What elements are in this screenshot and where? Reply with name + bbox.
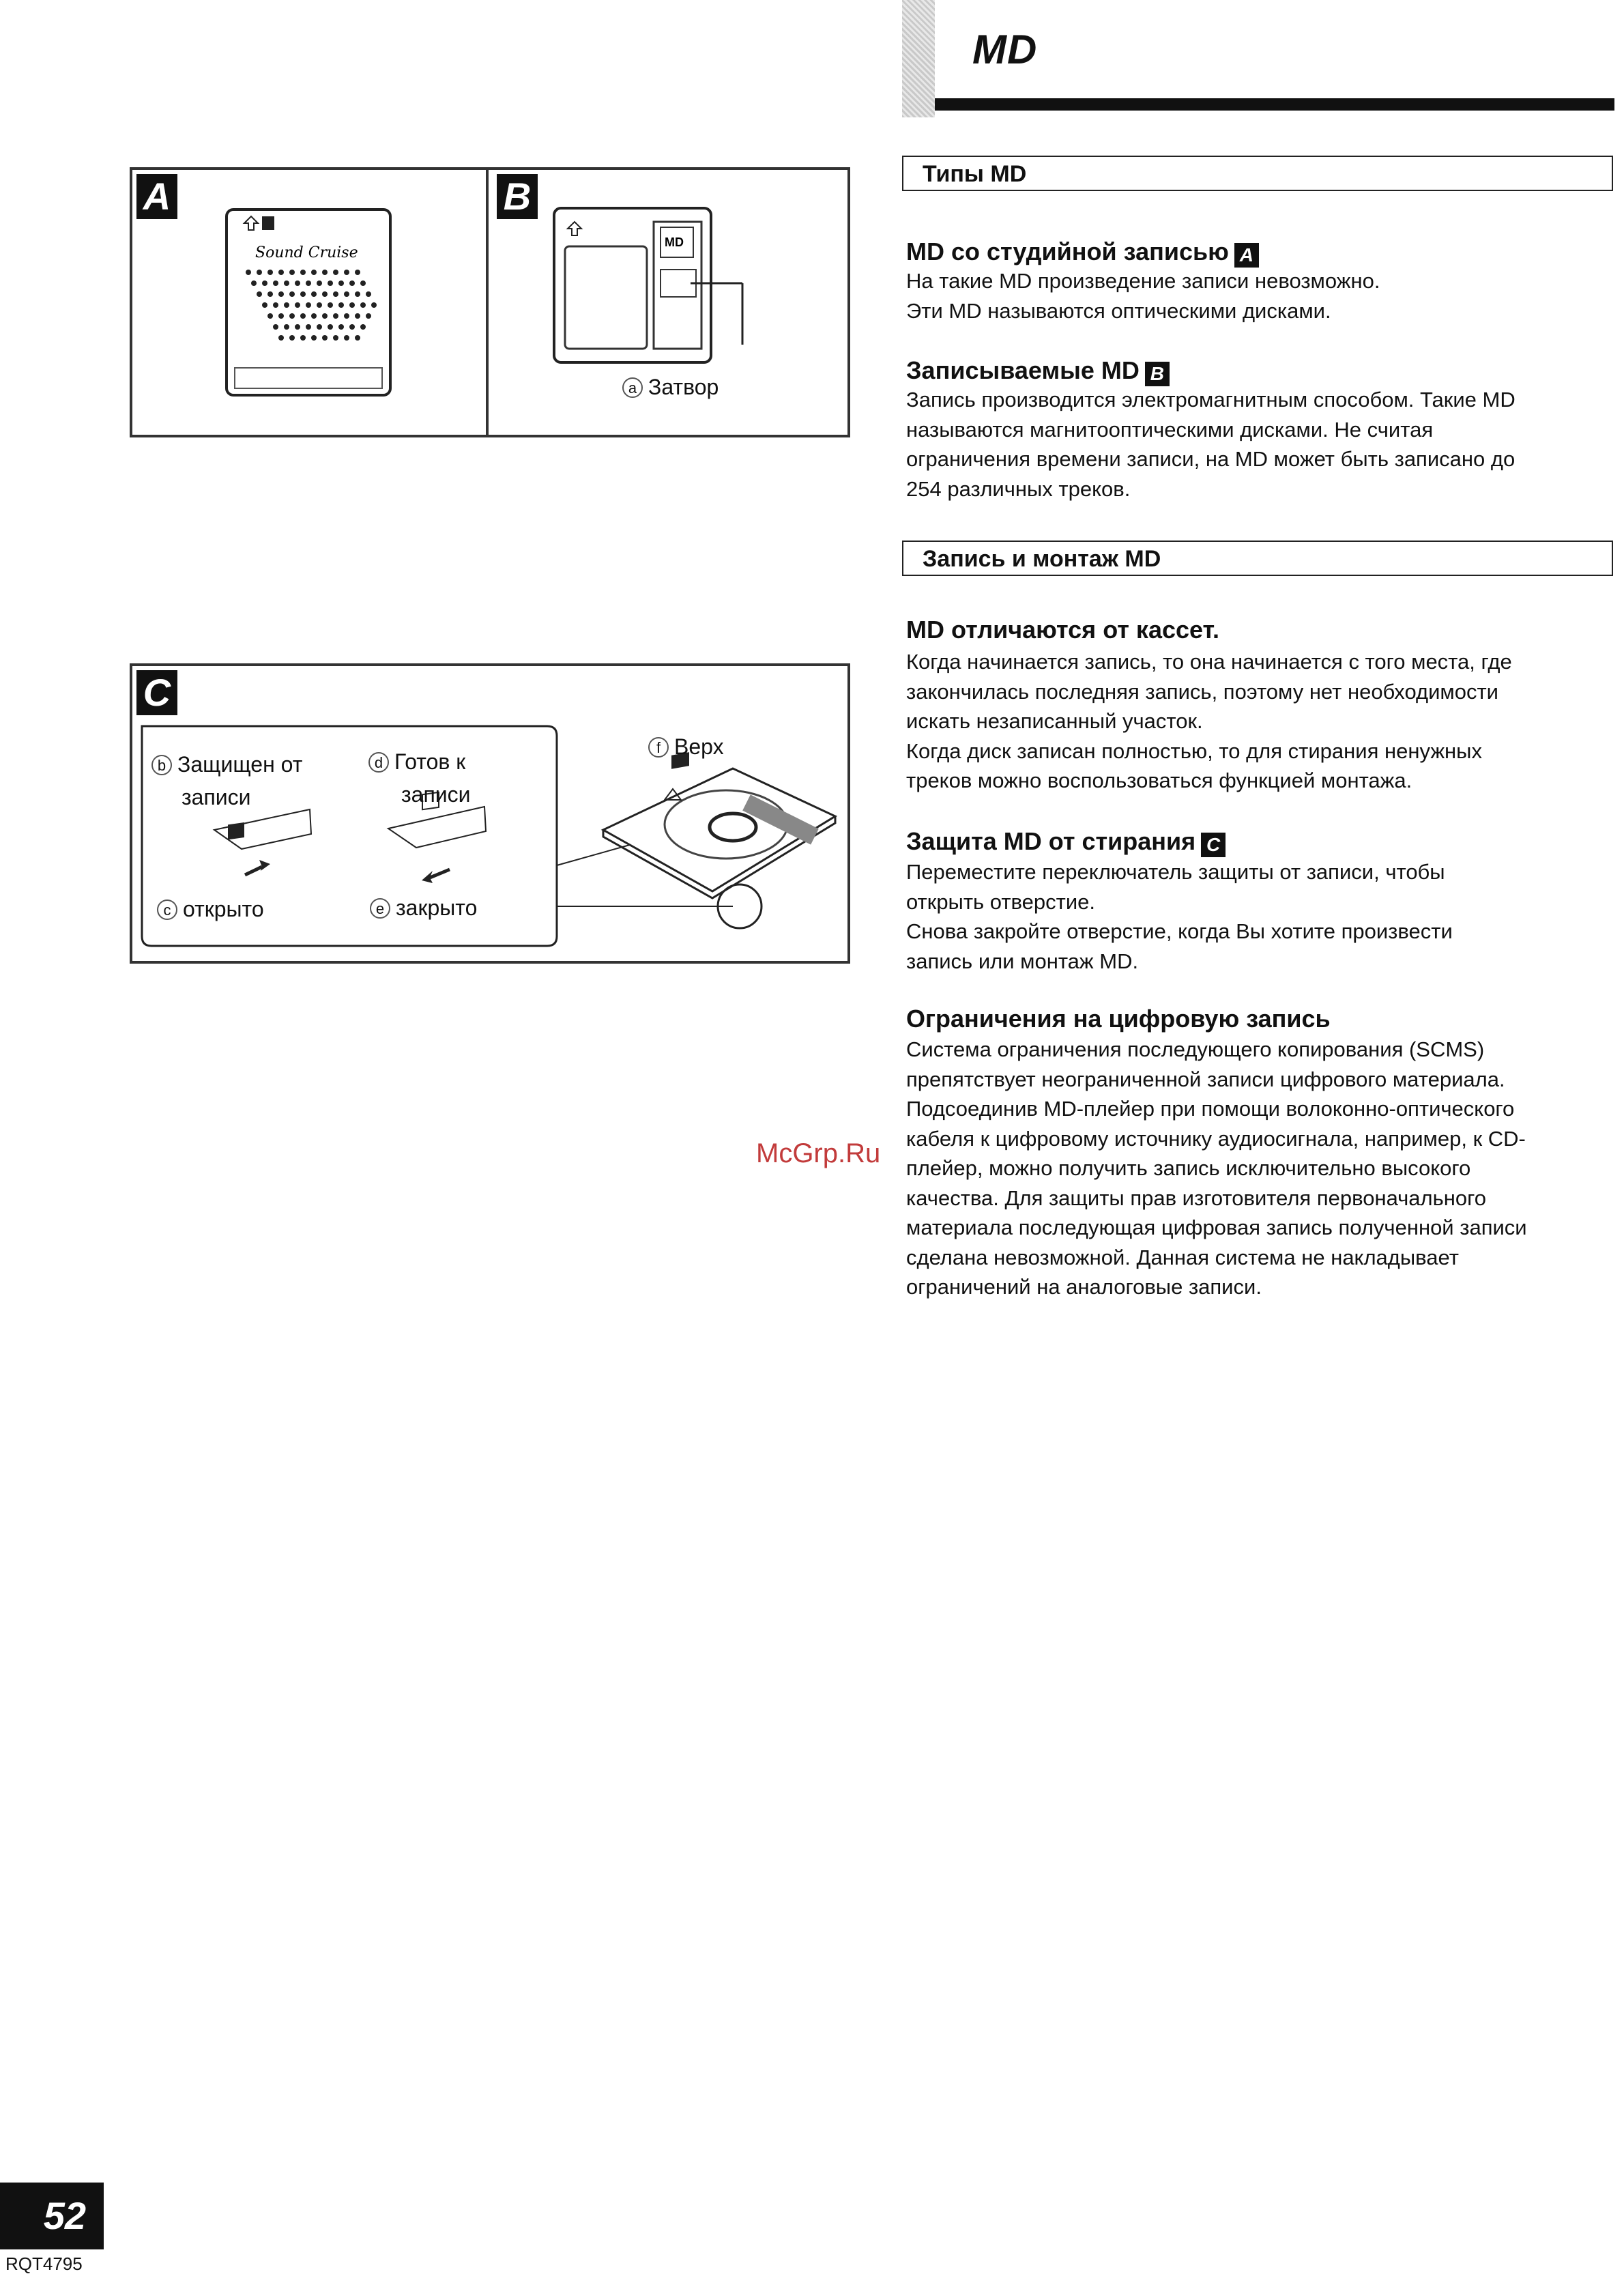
disc-label-text: Sound Cruise — [255, 244, 358, 261]
shutter-label: a Затвор — [622, 375, 719, 400]
page-title: MD — [972, 27, 1038, 72]
section-recording-header: Запись и монтаж MD — [902, 541, 1613, 576]
protection-text: Переместите переключатель защиты от записи, чтобы открыть отверстие. Снова закройте отверстие, когда Вы хотите произвести запись или монтаж MD. — [906, 860, 1453, 973]
header-rule — [935, 98, 1614, 111]
figure-a-letter: A — [136, 174, 177, 219]
label-protected: b Защищен от записи — [151, 748, 302, 814]
watermark: McGrp.Ru — [756, 1138, 881, 1168]
figure-c-panel — [130, 663, 850, 964]
heading-recordable-md: Записываемые MD B — [906, 356, 1170, 386]
md-vs-cassette-text: Когда начинается запись, то она начинается с того места, где закончилась последняя запись, поэтому нет необходимости искать незаписанный участок. Когда диск записан полностью, то для стирания ненужных треков можно воспользоваться функцией монтажа. — [906, 650, 1512, 792]
heading-digital-limits: Ограничения на цифровую запись — [906, 1005, 1331, 1033]
badge-c: C — [1201, 833, 1226, 857]
label-ready: d Готов к записи — [368, 745, 471, 811]
figure-b-panel — [486, 167, 850, 437]
figure-c-letter: C — [136, 670, 177, 715]
label-open: c открыто — [157, 897, 264, 922]
recordable-md-text: Запись производится электромагнитным способом. Такие MD называются магнитооптическими дисками. Не считая ограничения времени записи, на MD может быть записано до 254 различных треков. — [906, 388, 1516, 501]
figure-a-panel — [130, 167, 489, 437]
heading-md-vs-cassette: MD отличаются от кассет. — [906, 616, 1220, 644]
md-logo-text: MD — [665, 235, 684, 249]
heading-studio-md: MD со студийной записью A — [906, 237, 1259, 268]
badge-a: A — [1234, 243, 1259, 268]
label-top: f Верх — [648, 734, 724, 760]
page-number: 52 — [0, 2183, 104, 2249]
studio-md-text: На такие MD произведение записи невозможно. Эти MD называются оптическими дисками. — [906, 269, 1380, 323]
label-closed: e закрыто — [370, 895, 477, 921]
digital-limits-text: Система ограничения последующего копирования (SCMS) препятствует неограниченной записи цифрового материала. Подсоединив MD-плейер при помощи волоконно-оптического кабеля к цифровому источнику аудиосигнала, например, к CD- плейер, можно получить запись исключительно высокого качества. Для защиты прав изготовителя первоначального материала последующая цифровая запись полученной записи сделана невозможной. Данная система не накладывает ограничений на аналоговые записи. — [906, 1037, 1527, 1299]
recordable-md-illustration — [547, 201, 772, 379]
heading-protection: Защита MD от стирания C — [906, 827, 1226, 857]
section-types-header: Типы MD — [902, 156, 1613, 191]
document-code: RQT4795 — [5, 2254, 83, 2274]
figure-b-letter: B — [497, 174, 538, 219]
header-texture — [902, 0, 935, 117]
premastered-md-illustration — [221, 204, 398, 409]
badge-b: B — [1145, 362, 1170, 386]
